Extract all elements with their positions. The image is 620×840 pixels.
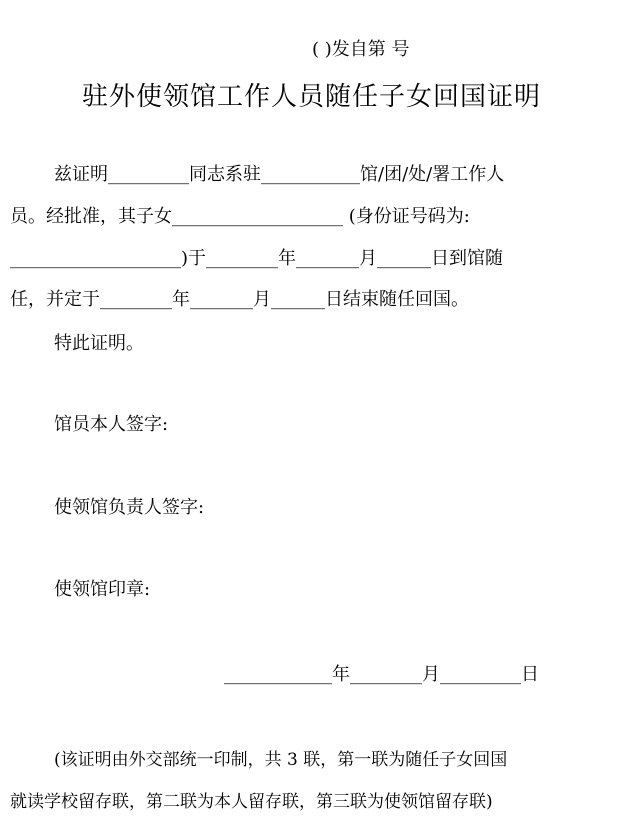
date-line: ____________年________月_________日 (224, 664, 539, 685)
body-line-2: 员。经批准，其子女___________________ (身份证号码为: (10, 206, 470, 227)
body-line-3: ___________________)于________年_______月______日到馆随 (10, 248, 504, 269)
footnote-line-1: (该证明由外交部统一印制，共 3 联，第一联为随任子女回国 (54, 750, 508, 770)
member-signature-label: 馆员本人签字: (54, 414, 169, 435)
footnote-line-2: 就读学校留存联，第二联为本人留存联，第三联为使领馆留存联) (10, 792, 493, 812)
document-title: 驻外使领馆工作人员随任子女回国证明 (82, 82, 542, 112)
body-line-1: 兹证明_________同志系驻___________馆/团/处/署工作人 (54, 164, 505, 185)
embassy-seal-label: 使领馆印章: (54, 579, 151, 600)
head-signature-label: 使领馆负责人签字: (54, 497, 205, 518)
document-number-header: ( )发自第 号 (312, 39, 410, 60)
body-line-certify: 特此证明。 (54, 333, 144, 354)
body-line-4: 任，并定于________年_______月______日结束随任回国。 (10, 289, 469, 310)
